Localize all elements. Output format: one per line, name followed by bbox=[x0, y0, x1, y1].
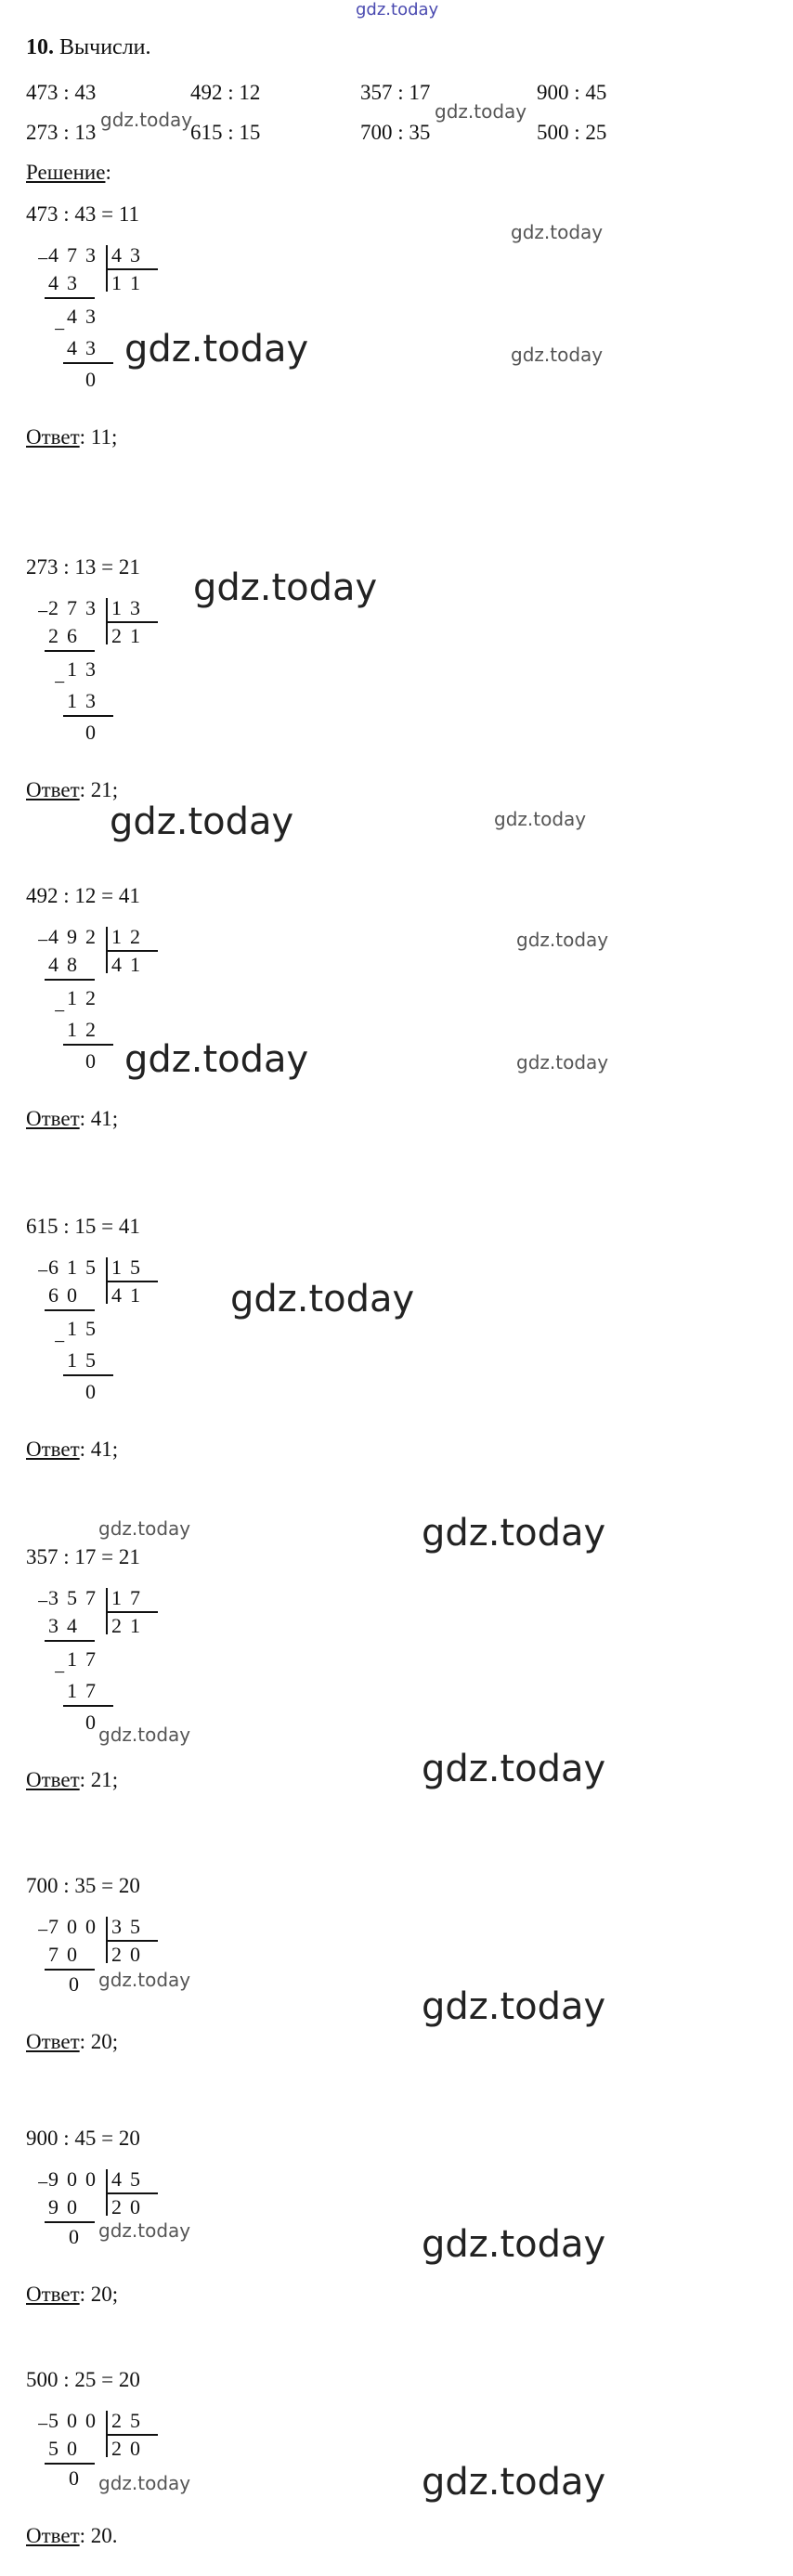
minus-sign: − bbox=[54, 670, 66, 694]
divisor-underline bbox=[106, 1940, 158, 1942]
divisor-underline bbox=[106, 621, 158, 623]
subtrahend-digit: 0 bbox=[67, 1283, 77, 1307]
watermark: gdz.today bbox=[422, 2461, 606, 2504]
final-remainder: 0 bbox=[69, 2466, 79, 2490]
subtraction-line bbox=[63, 362, 113, 364]
equation: 615 : 15 = 41 bbox=[26, 1215, 140, 1238]
answer-value: : 41; bbox=[79, 1107, 119, 1130]
answer-line bbox=[26, 1768, 118, 1792]
dividend-digit: 1 bbox=[67, 1255, 77, 1279]
quotient-digit: 1 bbox=[130, 271, 140, 294]
watermark: gdz.today bbox=[494, 808, 587, 830]
subtrahend-digit: 3 bbox=[85, 689, 96, 712]
subtrahend-digit: 3 bbox=[67, 271, 77, 294]
answer-line bbox=[26, 1107, 118, 1131]
remainder-digit: 2 bbox=[85, 986, 96, 1009]
quotient-digit: 1 bbox=[130, 624, 140, 647]
minus-sign: − bbox=[37, 1919, 49, 1942]
watermark: gdz.today bbox=[98, 2219, 191, 2242]
watermark: gdz.today bbox=[124, 328, 309, 371]
divisor-underline bbox=[106, 2434, 158, 2436]
divisor-digit: 1 bbox=[111, 1255, 122, 1279]
answer-value: : 21; bbox=[79, 1768, 119, 1791]
quotient-digit: 2 bbox=[111, 1943, 122, 1966]
answer-line bbox=[26, 2030, 118, 2054]
divisor-digit: 3 bbox=[111, 1915, 122, 1938]
dividend-digit: 0 bbox=[85, 1915, 96, 1938]
header-watermark: gdz.today bbox=[356, 0, 439, 20]
quotient-digit: 2 bbox=[111, 2437, 122, 2460]
answer-label: Ответ bbox=[26, 2524, 80, 2547]
subtrahend-digit: 7 bbox=[85, 1679, 96, 1702]
subtrahend-digit: 9 bbox=[48, 2195, 58, 2218]
dividend-digit: 7 bbox=[67, 243, 77, 267]
subtrahend-digit: 2 bbox=[85, 1018, 96, 1041]
subtrahend-digit: 0 bbox=[67, 2195, 77, 2218]
final-remainder: 0 bbox=[85, 1380, 96, 1403]
subtrahend-digit: 4 bbox=[67, 1614, 77, 1637]
answer-value: : 20; bbox=[79, 2283, 119, 2306]
watermark: gdz.today bbox=[516, 929, 609, 951]
dividend-digit: 5 bbox=[48, 2409, 58, 2432]
quotient-digit: 2 bbox=[111, 2195, 122, 2218]
quotient-digit: 1 bbox=[111, 271, 122, 294]
subtrahend-digit: 5 bbox=[85, 1348, 96, 1372]
final-remainder: 0 bbox=[69, 2225, 79, 2248]
divisor-underline bbox=[106, 1281, 158, 1282]
subtrahend-digit: 7 bbox=[48, 1943, 58, 1966]
equation: 700 : 35 = 20 bbox=[26, 1874, 140, 1897]
answer-value: : 20. bbox=[79, 2524, 118, 2547]
subtrahend-digit: 1 bbox=[67, 1018, 77, 1041]
answer-value: : 20; bbox=[79, 2030, 119, 2053]
answer-value: : 11; bbox=[79, 425, 118, 449]
watermark: gdz.today bbox=[435, 100, 527, 123]
watermark: gdz.today bbox=[511, 221, 604, 243]
watermark: gdz.today bbox=[193, 566, 378, 609]
dividend-digit: 2 bbox=[85, 925, 96, 948]
watermark: gdz.today bbox=[516, 1051, 609, 1073]
expression: 500 : 25 bbox=[537, 121, 607, 144]
quotient-digit: 0 bbox=[130, 2195, 140, 2218]
divisor-digit: 4 bbox=[111, 2167, 122, 2191]
minus-sign: − bbox=[37, 1259, 49, 1282]
remainder-digit: 3 bbox=[85, 305, 96, 328]
dividend-digit: 7 bbox=[85, 1586, 96, 1609]
answer-line bbox=[26, 2524, 118, 2548]
minus-sign: − bbox=[37, 600, 49, 623]
remainder-digit: 5 bbox=[85, 1317, 96, 1340]
minus-sign: − bbox=[37, 247, 49, 270]
final-remainder: 0 bbox=[85, 1049, 96, 1073]
expression: 615 : 15 bbox=[190, 121, 261, 144]
expression: 357 : 17 bbox=[360, 81, 431, 104]
divisor-underline bbox=[106, 2192, 158, 2194]
watermark: gdz.today bbox=[98, 2472, 191, 2494]
remainder-digit: 1 bbox=[67, 657, 77, 681]
answer-value: : 41; bbox=[79, 1438, 119, 1461]
dividend-digit: 0 bbox=[67, 2409, 77, 2432]
dividend-digit: 9 bbox=[48, 2167, 58, 2191]
divisor-digit: 5 bbox=[130, 1255, 140, 1279]
answer-label: Ответ bbox=[26, 2030, 80, 2053]
divisor-digit: 4 bbox=[111, 243, 122, 267]
minus-sign: − bbox=[37, 1590, 49, 1613]
answer-label: Ответ bbox=[26, 425, 80, 449]
divisor-digit: 5 bbox=[130, 2167, 140, 2191]
subtrahend-digit: 3 bbox=[85, 336, 96, 359]
dividend-digit: 0 bbox=[85, 2167, 96, 2191]
remainder-digit: 4 bbox=[67, 305, 77, 328]
minus-sign: − bbox=[54, 318, 66, 341]
remainder-digit: 1 bbox=[67, 1317, 77, 1340]
answer-line bbox=[26, 425, 117, 449]
dividend-digit: 0 bbox=[67, 2167, 77, 2191]
subtrahend-digit: 4 bbox=[67, 336, 77, 359]
quotient-digit: 0 bbox=[130, 1943, 140, 1966]
dividend-digit: 4 bbox=[48, 925, 58, 948]
divisor-digit: 1 bbox=[111, 1586, 122, 1609]
equation: 492 : 12 = 41 bbox=[26, 884, 140, 907]
subtrahend-digit: 1 bbox=[67, 689, 77, 712]
equation: 900 : 45 = 20 bbox=[26, 2127, 140, 2150]
subtrahend-digit: 1 bbox=[67, 1348, 77, 1372]
dividend-digit: 3 bbox=[85, 243, 96, 267]
watermark: gdz.today bbox=[100, 109, 193, 131]
watermark: gdz.today bbox=[230, 1278, 415, 1321]
quotient-digit: 2 bbox=[111, 1614, 122, 1637]
dividend-digit: 0 bbox=[85, 2409, 96, 2432]
subtrahend-digit: 4 bbox=[48, 271, 58, 294]
subtrahend-digit: 6 bbox=[67, 624, 77, 647]
watermark: gdz.today bbox=[422, 2223, 606, 2266]
equation: 473 : 43 = 11 bbox=[26, 202, 140, 226]
subtraction-line bbox=[45, 1969, 95, 1971]
minus-sign: − bbox=[37, 2171, 49, 2194]
subtrahend-digit: 6 bbox=[48, 1283, 58, 1307]
dividend-digit: 7 bbox=[48, 1915, 58, 1938]
watermark: gdz.today bbox=[422, 1748, 606, 1790]
quotient-digit: 1 bbox=[130, 1283, 140, 1307]
remainder-digit: 1 bbox=[67, 1647, 77, 1671]
final-remainder: 0 bbox=[85, 1711, 96, 1734]
dividend-digit: 2 bbox=[48, 596, 58, 619]
watermark: gdz.today bbox=[98, 1969, 191, 1991]
equation: 357 : 17 = 21 bbox=[26, 1545, 140, 1568]
task-number: 10. bbox=[26, 35, 54, 59]
quotient-digit: 4 bbox=[111, 953, 122, 976]
dividend-digit: 0 bbox=[67, 1915, 77, 1938]
subtrahend-digit: 5 bbox=[48, 2437, 58, 2460]
subtraction-line bbox=[45, 979, 95, 981]
remainder-digit: 7 bbox=[85, 1647, 96, 1671]
final-remainder: 0 bbox=[69, 1972, 79, 1996]
dividend-digit: 4 bbox=[48, 243, 58, 267]
subtrahend-digit: 2 bbox=[48, 624, 58, 647]
subtraction-line bbox=[45, 2221, 95, 2223]
dividend-digit: 5 bbox=[85, 1255, 96, 1279]
watermark: gdz.today bbox=[422, 1985, 606, 2028]
subtrahend-digit: 3 bbox=[48, 1614, 58, 1637]
solution-heading bbox=[26, 161, 111, 185]
divisor-digit: 3 bbox=[130, 243, 140, 267]
quotient-digit: 2 bbox=[111, 624, 122, 647]
dividend-digit: 6 bbox=[48, 1255, 58, 1279]
expression: 900 : 45 bbox=[537, 81, 607, 104]
divisor-digit: 5 bbox=[130, 1915, 140, 1938]
subtraction-line bbox=[63, 1374, 113, 1376]
divisor-digit: 1 bbox=[111, 596, 122, 619]
subtraction-line bbox=[45, 1640, 95, 1642]
watermark: gdz.today bbox=[110, 800, 294, 843]
subtrahend-digit: 1 bbox=[67, 1679, 77, 1702]
quotient-digit: 1 bbox=[130, 953, 140, 976]
subtraction-line bbox=[63, 1044, 113, 1046]
dividend-digit: 5 bbox=[67, 1586, 77, 1609]
subtraction-line bbox=[45, 1309, 95, 1311]
subtrahend-digit: 8 bbox=[67, 953, 77, 976]
subtrahend-digit: 0 bbox=[67, 1943, 77, 1966]
answer-line bbox=[26, 1438, 118, 1462]
solution-label: Решение bbox=[26, 161, 106, 184]
minus-sign: − bbox=[54, 1330, 66, 1353]
subtraction-line bbox=[63, 1705, 113, 1707]
quotient-digit: 1 bbox=[130, 1614, 140, 1637]
divisor-digit: 5 bbox=[130, 2409, 140, 2432]
minus-sign: − bbox=[37, 929, 49, 952]
answer-label: Ответ bbox=[26, 2283, 80, 2306]
divisor-digit: 3 bbox=[130, 596, 140, 619]
dividend-digit: 7 bbox=[67, 596, 77, 619]
equation: 500 : 25 = 20 bbox=[26, 2368, 140, 2391]
expression: 473 : 43 bbox=[26, 81, 97, 104]
dividend-digit: 3 bbox=[48, 1586, 58, 1609]
task-instruction: Вычисли. bbox=[59, 35, 151, 59]
expression: 700 : 35 bbox=[360, 121, 431, 144]
expression: 492 : 12 bbox=[190, 81, 261, 104]
divisor-digit: 2 bbox=[130, 925, 140, 948]
answer-label: Ответ bbox=[26, 1438, 80, 1461]
minus-sign: − bbox=[54, 999, 66, 1022]
watermark: gdz.today bbox=[511, 344, 604, 366]
equation: 273 : 13 = 21 bbox=[26, 555, 140, 579]
subtraction-line bbox=[45, 650, 95, 652]
remainder-digit: 3 bbox=[85, 657, 96, 681]
answer-label: Ответ bbox=[26, 1107, 80, 1130]
subtraction-line bbox=[45, 2463, 95, 2465]
answer-value: : 21; bbox=[79, 778, 119, 801]
subtraction-line bbox=[63, 715, 113, 717]
task-title bbox=[26, 35, 151, 60]
answer-label: Ответ bbox=[26, 1768, 80, 1791]
minus-sign: − bbox=[37, 2413, 49, 2436]
subtraction-line bbox=[45, 297, 95, 299]
subtrahend-digit: 4 bbox=[48, 953, 58, 976]
divisor-digit: 7 bbox=[130, 1586, 140, 1609]
divisor-underline bbox=[106, 268, 158, 270]
final-remainder: 0 bbox=[85, 368, 96, 391]
minus-sign: − bbox=[54, 1660, 66, 1684]
answer-line bbox=[26, 2283, 118, 2307]
divisor-underline bbox=[106, 950, 158, 952]
answer-label: Ответ bbox=[26, 778, 80, 801]
solution-colon: : bbox=[105, 161, 111, 184]
watermark: gdz.today bbox=[98, 1724, 191, 1746]
divisor-digit: 2 bbox=[111, 2409, 122, 2432]
watermark: gdz.today bbox=[124, 1038, 309, 1081]
divisor-underline bbox=[106, 1611, 158, 1613]
final-remainder: 0 bbox=[85, 721, 96, 744]
watermark: gdz.today bbox=[98, 1517, 191, 1540]
remainder-digit: 1 bbox=[67, 986, 77, 1009]
dividend-digit: 9 bbox=[67, 925, 77, 948]
quotient-digit: 4 bbox=[111, 1283, 122, 1307]
watermark: gdz.today bbox=[422, 1512, 606, 1555]
answer-line bbox=[26, 778, 118, 802]
subtrahend-digit: 0 bbox=[67, 2437, 77, 2460]
quotient-digit: 0 bbox=[130, 2437, 140, 2460]
expression: 273 : 13 bbox=[26, 121, 97, 144]
dividend-digit: 3 bbox=[85, 596, 96, 619]
divisor-digit: 1 bbox=[111, 925, 122, 948]
